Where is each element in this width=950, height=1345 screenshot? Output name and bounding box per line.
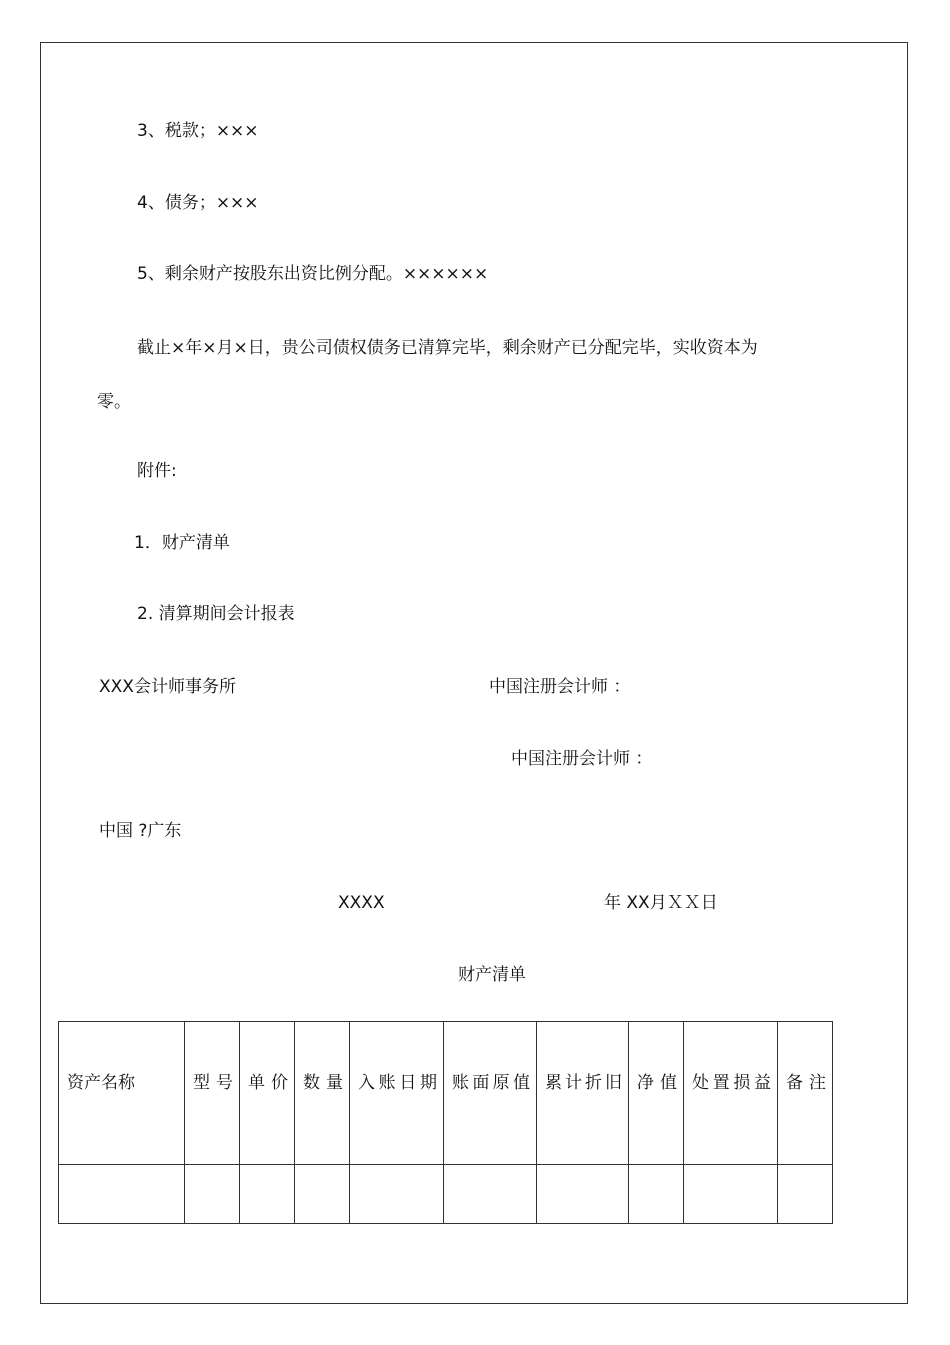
header-cell <box>629 1022 684 1165</box>
table-cell <box>629 1165 684 1224</box>
table-cell <box>684 1165 778 1224</box>
header-cell <box>295 1022 350 1165</box>
statement-line-1: 截止×年×月×日，贵公司债权债务已清算完毕，剩余财产已分配完毕，实收资本为 <box>137 338 758 358</box>
header-cell <box>240 1022 295 1165</box>
header-disposal-gain-loss: 处置损益 <box>692 1073 771 1093</box>
header-quantity: 数量 <box>303 1073 343 1093</box>
year-placeholder: XXXX <box>338 893 385 913</box>
table-cell <box>59 1165 185 1224</box>
table-cell <box>350 1165 444 1224</box>
header-cell <box>59 1022 185 1165</box>
item-debt: 4、债务；××× <box>137 193 259 213</box>
table-cell <box>537 1165 629 1224</box>
firm-name: XXX会计师事务所 <box>99 677 236 697</box>
cpa-signature-2: 中国注册会计师 ： <box>511 749 653 769</box>
header-asset-name: 资产名称 <box>67 1073 135 1093</box>
cpa-signature-1: 中国注册会计师 ： <box>489 677 631 697</box>
date-text: 年 XX月ＸＸ日 <box>604 893 718 913</box>
header-model: 型号 <box>193 1073 233 1093</box>
table-cell <box>444 1165 537 1224</box>
attachments-heading: 附件: <box>137 461 177 481</box>
header-cell <box>778 1022 833 1165</box>
item-remaining-assets: 5、剩余财产按股东出资比例分配。×××××× <box>137 264 489 284</box>
header-remarks: 备注 <box>786 1073 826 1093</box>
header-cell <box>684 1022 778 1165</box>
attachment-item-1: 1．财产清单 <box>134 533 230 553</box>
table-cell <box>240 1165 295 1224</box>
item-tax: 3、税款；××× <box>137 121 259 141</box>
table-header-row <box>59 1022 833 1165</box>
header-entry-date: 入账日期 <box>358 1073 437 1093</box>
header-book-value: 账面原值 <box>452 1073 530 1093</box>
table-row <box>59 1165 833 1224</box>
header-unit-price: 单价 <box>248 1073 288 1093</box>
header-cell <box>444 1022 537 1165</box>
header-net-value: 净值 <box>637 1073 677 1093</box>
attachment-item-2: 2. 清算期间会计报表 <box>137 604 295 624</box>
table-cell <box>185 1165 240 1224</box>
asset-table <box>58 1021 833 1224</box>
asset-table-title: 财产清单 <box>458 965 526 985</box>
table-cell <box>295 1165 350 1224</box>
statement-line-2: 零。 <box>97 392 131 412</box>
header-cell <box>537 1022 629 1165</box>
location: 中国 ?广东 <box>99 821 182 841</box>
header-cell <box>185 1022 240 1165</box>
table-cell <box>778 1165 833 1224</box>
header-cell <box>350 1022 444 1165</box>
header-accumulated-depreciation: 累计折旧 <box>545 1073 622 1093</box>
